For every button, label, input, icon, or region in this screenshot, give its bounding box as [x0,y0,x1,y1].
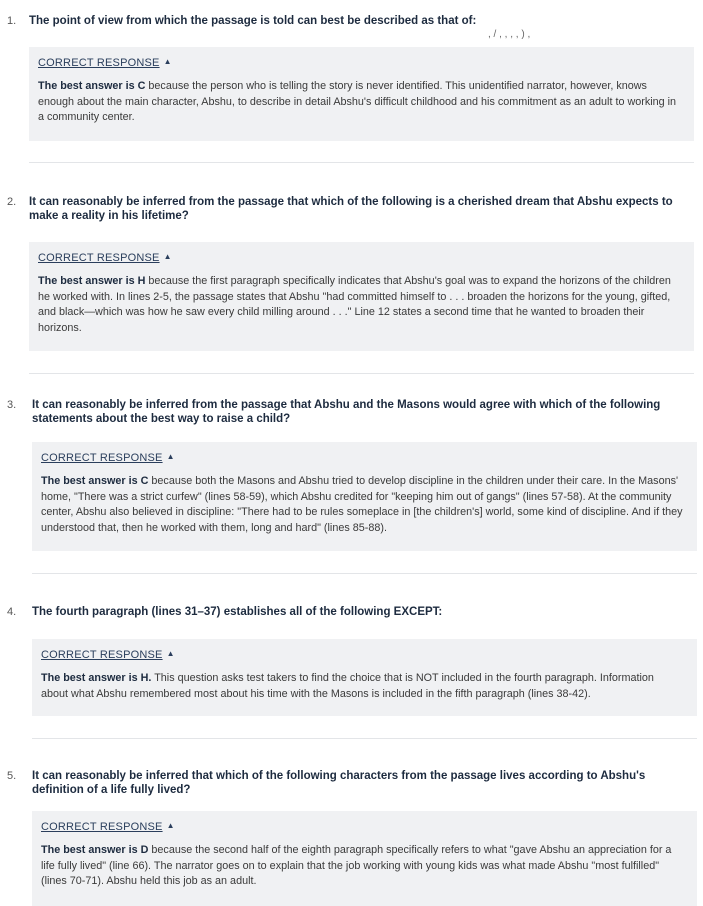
answer-panel [32,811,697,906]
question-text: The point of view from which the passage is told can best be described as that of: [29,15,477,27]
answer-explanation: The best answer is D because the second half of the eighth paragraph specifically refers to what "gave Abshu an appreciation for a life fully lived" (line 66). The narrator goes on to explain that the job working with young kids was what made Abshu "most fulfilled" (lines 70-71). Abshu held this job as an adult. [41,844,672,888]
chevron-up-icon: ▲ [163,252,172,261]
question-text: It can reasonably be inferred that which of the following characters from the passage lives according to Abshu's definition of a life fully lived? [32,770,646,796]
correct-response-toggle[interactable]: CORRECT RESPONSE ▲ [38,252,172,264]
question-number: 5. [7,770,17,782]
correct-response-toggle[interactable]: CORRECT RESPONSE ▲ [41,821,175,833]
question-text: The fourth paragraph (lines 31–37) establishes all of the following EXCEPT: [32,606,443,618]
correct-response-toggle[interactable]: CORRECT RESPONSE ▲ [41,452,175,464]
chevron-up-icon: ▲ [166,649,175,658]
divider [32,738,697,739]
answer-panel [29,242,694,351]
correct-response-toggle[interactable]: CORRECT RESPONSE ▲ [41,649,175,661]
divider [29,162,694,163]
chevron-up-icon: ▲ [166,821,175,830]
divider [32,573,697,574]
question-number: 4. [7,606,17,618]
question-number: 3. [7,399,17,411]
answer-explanation: The best answer is H. This question asks test takers to find the choice that is NOT included in the fourth paragraph. Information about what Abshu remembered most about his time with the Masons is included in the fifth paragraph (lines 38-42). [41,672,654,700]
question-number: 1. [7,15,17,27]
answer-explanation: The best answer is H because the first paragraph specifically indicates that Abshu's goal was to expand the horizons of the children he worked with. In lines 2-5, the passage states that Abshu "had committed himself to . . . broaden the horizons for the young, gifted, and black—which was how he saw every child milling around . . ." Line 12 states a second time that he wanted to broaden their horizons. [38,275,671,334]
answer-panel [29,47,694,141]
answer-explanation: The best answer is C because both the Masons and Abshu tried to develop discipline in the children under their care. In the Masons' home, "There was a strict curfew" (lines 58-59), which Abshu credited for "keeping him out of gangs" (lines 57-58). At the community center, Abshu also believed in discipline: "There had to be rules someplace in [the children's] world, some kind of discipline. And if they understood that, then he worked with them, long and hard" (lines 85-88). [41,475,683,534]
question-text: It can reasonably be inferred from the passage that Abshu and the Masons would agree with which of the following statements about the best way to raise a child? [32,399,661,425]
answer-panel [32,442,697,551]
answer-panel [32,639,697,716]
question-number: 2. [7,196,17,208]
answer-explanation: The best answer is C because the person who is telling the story is never identified. This unidentified narrator, however, knows enough about the main character, Abshu, to describe in detail Abshu's difficult childhood and his commitment as an adult to working in a community center. [38,80,677,124]
chevron-up-icon: ▲ [166,452,175,461]
clipped-choice-text: , / , , , , ) , [488,29,531,40]
question-text: It can reasonably be inferred from the passage that which of the following is a cherished dream that Abshu expects to make a reality in his lifetime? [29,196,673,222]
correct-response-toggle[interactable]: CORRECT RESPONSE ▲ [38,57,172,69]
chevron-up-icon: ▲ [163,57,172,66]
divider [29,373,694,374]
